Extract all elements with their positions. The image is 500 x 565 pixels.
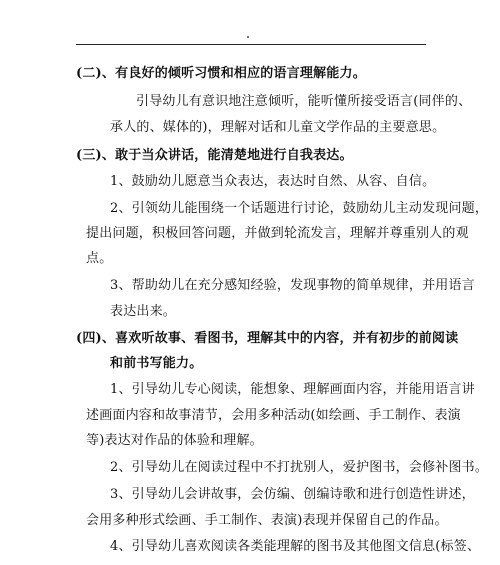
paragraph-line: 提出问题，积极回答问题，并做到轮流发言，理解并尊重别人的观 — [86, 226, 469, 241]
heading-section-3: (三)、敢于当众讲话，能清楚地进行自我表达。 — [76, 148, 353, 163]
header-rule — [76, 44, 426, 45]
paragraph-line: 2、引领幼儿能围绕一个话题进行讨论，鼓励幼儿主动发现问题， — [110, 201, 489, 216]
paragraph-line: 述画面内容和故事清节，会用多种活动(如绘画、手工制作、表演 — [86, 408, 461, 423]
paragraph-line: 2、引导幼儿在阅读过程中不打扰别人，爱护图书，会修补图书。 — [110, 460, 489, 475]
paragraph-line: 1、引导幼儿专心阅读，能想象、理解画面内容，并能用语言讲 — [110, 382, 475, 397]
paragraph-line: 3、帮助幼儿在充分感知经验，发现事物的简单规律，并用语言 — [110, 278, 475, 293]
paragraph-line: 会用多种形式绘画、手工制作、表演)表现并保留自己的作品。 — [86, 513, 448, 528]
paragraph-line: 承人的、媒体的)，理解对话和儿童文学作品的主要意思。 — [110, 120, 446, 135]
paragraph-line: 3、引导幼儿会讲故事，会仿编、创编诗歌和进行创造性讲述， — [110, 487, 475, 502]
paragraph-line: 表达出来。 — [110, 304, 177, 319]
paragraph-line: 1、鼓励幼儿愿意当众表达，表达时自然、从容、自信。 — [110, 174, 436, 189]
header-mark — [247, 36, 249, 38]
paragraph-line: 引导幼儿有意识地注意倾听，能听懂所接受语言(同伴的、 — [136, 94, 472, 109]
paragraph-line: 点。 — [86, 251, 113, 266]
heading-section-4-cont: 和前书写能力。 — [110, 356, 203, 371]
heading-section-2: (二)、有良好的倾听习惯和相应的语言理解能力。 — [76, 66, 366, 81]
paragraph-line-truncated: 4、引导幼儿喜欢阅读各类能理解的图书及其他图文信息(标签、 — [110, 539, 481, 554]
paragraph-line: 等)表达对作品的体验和理解。 — [86, 433, 263, 448]
heading-section-4: (四)、喜欢听故事、看图书，理解其中的内容，并有初步的前阅读 — [76, 331, 459, 346]
